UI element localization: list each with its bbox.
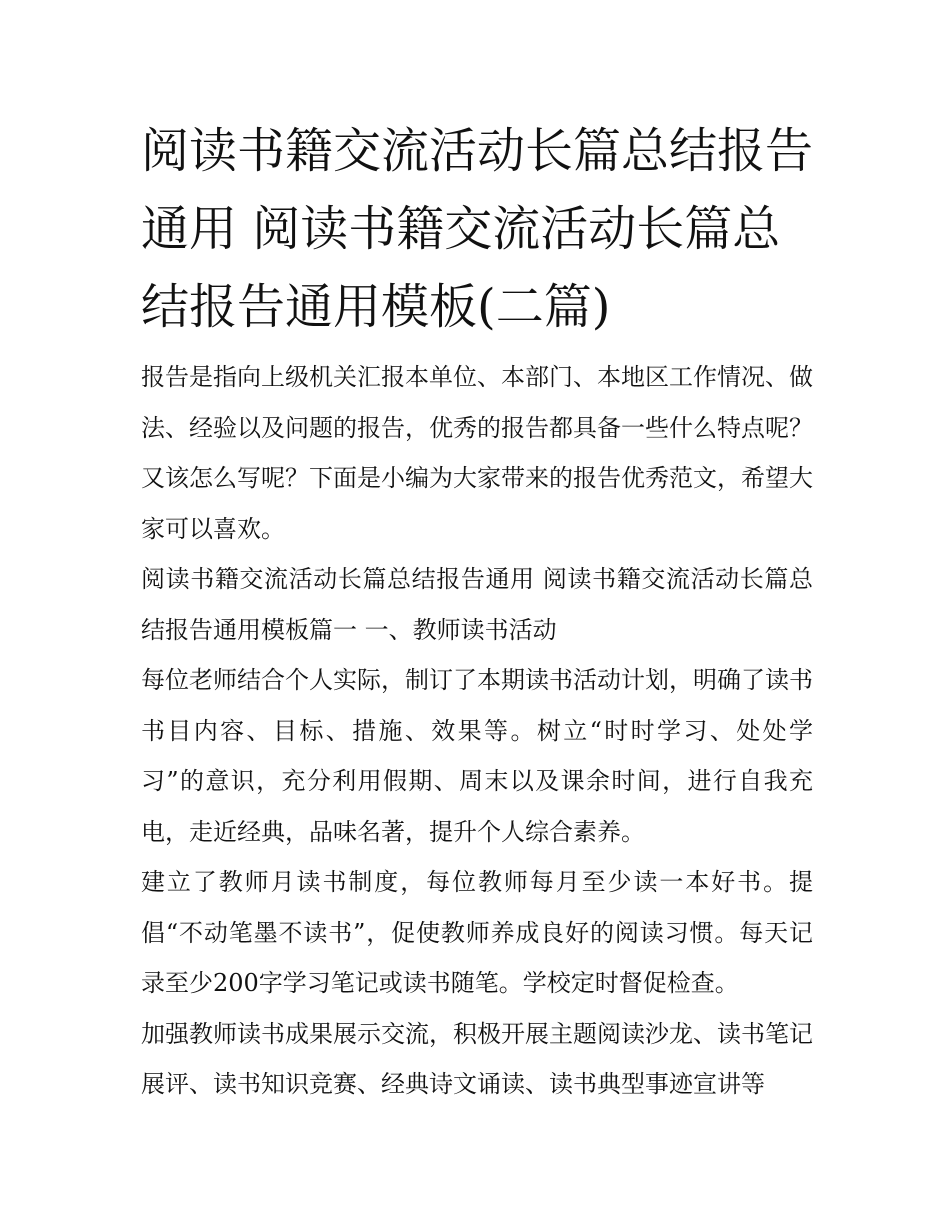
paragraph-results-exchange: 加强教师读书成果展示交流，积极开展主题阅读沙龙、读书笔记展评、读书知识竞赛、经典诗文诵读、读书典型事迹宣讲等 <box>141 1019 813 1098</box>
document-page <box>141 112 813 1110</box>
paragraph-reading-plan: 每位老师结合个人实际，制订了本期读书活动计划，明确了读书书目内容、目标、措施、效果等。树立“时时学习、处处学习”的意识，充分利用假期、周末以及课余时间，进行自我充电，走近经典，品味名著，提升个人综合素养。 <box>141 666 813 846</box>
paragraph-intro: 报告是指向上级机关汇报本单位、本部门、本地区工作情况、做法、经验以及问题的报告，优秀的报告都具备一些什么特点呢？又该怎么写呢？下面是小编为大家带来的报告优秀范文，希望大家可以喜欢。 <box>141 363 813 543</box>
paragraph-monthly-reading: 建立了教师月读书制度，每位教师每月至少读一本好书。提倡“不动笔墨不读书”，促使教师养成良好的阅读习惯。每天记录至少200字学习笔记或读书随笔。学校定时督促检查。 <box>141 868 813 997</box>
paragraph-section-heading: 阅读书籍交流活动长篇总结报告通用 阅读书籍交流活动长篇总结报告通用模板篇一 一、教师读书活动 <box>141 565 813 644</box>
document-title: 阅读书籍交流活动长篇总结报告通用 阅读书籍交流活动长篇总结报告通用模板(二篇) <box>141 123 814 335</box>
